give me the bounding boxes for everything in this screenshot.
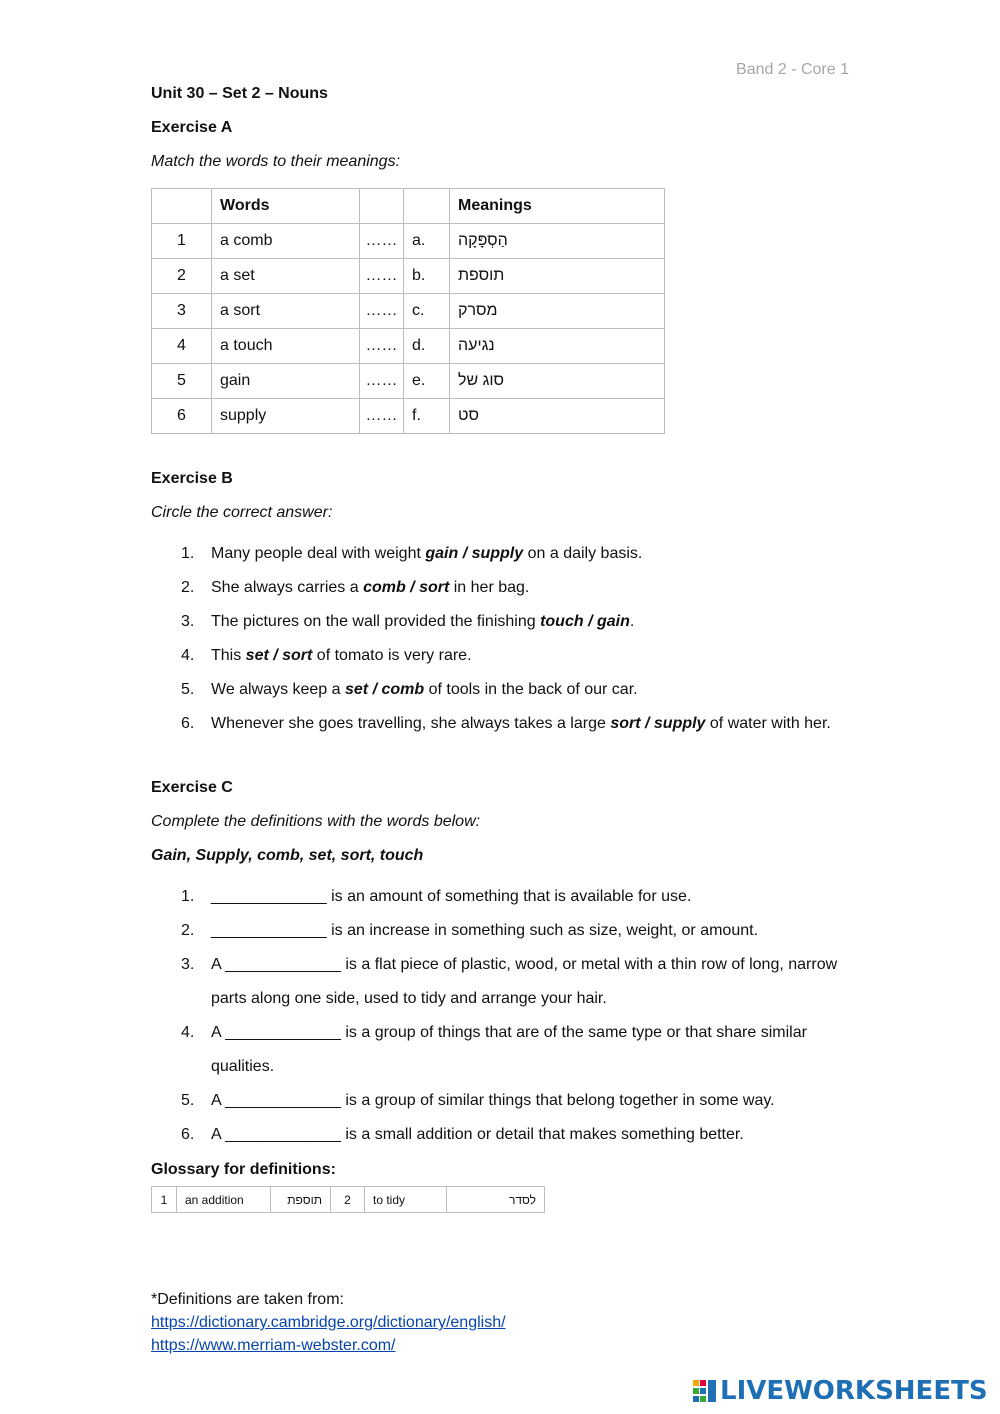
row-word: a sort (212, 294, 360, 329)
item-text (211, 673, 851, 707)
row-number: 2 (152, 259, 212, 294)
item-pre: This (211, 647, 246, 664)
merriam-webster-link[interactable]: https://www.merriam-webster.com/ (151, 1337, 396, 1354)
table-row (152, 259, 665, 294)
row-letter: f. (404, 399, 450, 434)
header-meanings: Meanings (450, 189, 665, 224)
definition-text: A _____________ is a small addition or detail that makes something better. (211, 1126, 744, 1143)
table-row (152, 1187, 545, 1213)
exercise-c-heading: Exercise C (151, 779, 233, 796)
row-number: 1 (152, 224, 212, 259)
row-letter: a. (404, 224, 450, 259)
answer-blank[interactable]: …… (360, 259, 404, 294)
answer-choice[interactable]: touch / gain (540, 613, 630, 630)
glossary-meaning: תוספת (271, 1187, 331, 1213)
answer-choice[interactable]: set / sort (245, 647, 313, 664)
list-item[interactable] (181, 1118, 851, 1152)
exercise-a-instruction: Match the words to their meanings: (151, 153, 401, 170)
matching-table-header (152, 189, 665, 224)
table-row (152, 224, 665, 259)
exercise-c-list (151, 880, 851, 1152)
answer-blank[interactable]: …… (360, 364, 404, 399)
header-dots-cell (360, 189, 404, 224)
liveworksheets-logo (693, 1376, 988, 1406)
list-item (181, 707, 851, 741)
item-pre: Many people deal with weight (211, 545, 426, 562)
exercise-b-list (151, 537, 851, 741)
glossary-word: to tidy (365, 1187, 447, 1213)
item-number: 5. (181, 681, 195, 698)
item-post: on a daily basis. (523, 545, 643, 562)
exercise-a-heading: Exercise A (151, 119, 233, 136)
item-post: of tomato is very rare. (312, 647, 472, 664)
definition-text: _____________ is an increase in something such as size, weight, or amount. (211, 922, 759, 939)
definition-text: A _____________ is a group of similar things that belong together in some way. (211, 1092, 775, 1109)
answer-choice[interactable]: sort / supply (610, 715, 706, 732)
row-word: a comb (212, 224, 360, 259)
item-post: in her bag. (449, 579, 530, 596)
item-number: 6. (181, 715, 195, 732)
glossary-heading: Glossary for definitions: (151, 1161, 336, 1178)
header-num-cell (152, 189, 212, 224)
glossary-table (151, 1186, 545, 1213)
answer-choice[interactable]: gain / supply (425, 545, 524, 562)
liveworksheets-mark-icon (693, 1379, 717, 1403)
row-number: 4 (152, 329, 212, 364)
table-row (152, 294, 665, 329)
list-item (181, 639, 851, 673)
worksheet-title: Unit 30 – Set 2 – Nouns (151, 85, 328, 102)
row-letter: e. (404, 364, 450, 399)
answer-blank[interactable]: …… (360, 399, 404, 434)
row-word: a set (212, 259, 360, 294)
list-item[interactable] (181, 914, 851, 948)
row-word: gain (212, 364, 360, 399)
liveworksheets-wordmark: LIVEWORKSHEETS (720, 1376, 988, 1406)
table-row (152, 399, 665, 434)
row-meaning: תוספת (450, 259, 665, 294)
item-text (211, 707, 851, 741)
row-meaning: הַסְפָּקָה (450, 224, 665, 259)
row-letter: c. (404, 294, 450, 329)
sources-label: *Definitions are taken from: (151, 1291, 344, 1308)
list-item (181, 605, 851, 639)
word-bank: Gain, Supply, comb, set, sort, touch (151, 847, 424, 864)
list-item[interactable] (181, 880, 851, 914)
page-header-band: Band 2 - Core 1 (736, 61, 849, 78)
row-word: a touch (212, 329, 360, 364)
list-item (181, 673, 851, 707)
definition-text: _____________ is an amount of something that is available for use. (211, 888, 692, 905)
row-meaning: סט (450, 399, 665, 434)
header-letter-cell (404, 189, 450, 224)
table-row (152, 329, 665, 364)
row-meaning: סוג של (450, 364, 665, 399)
table-row (152, 364, 665, 399)
item-text (211, 537, 851, 571)
row-letter: b. (404, 259, 450, 294)
cambridge-link[interactable]: https://dictionary.cambridge.org/dictionary/english/ (151, 1314, 506, 1331)
row-number: 5 (152, 364, 212, 399)
item-text (211, 605, 851, 639)
list-item[interactable] (181, 1084, 851, 1118)
item-text (211, 571, 851, 605)
item-number: 4. (181, 647, 195, 664)
exercise-b-heading: Exercise B (151, 470, 233, 487)
row-meaning: מסרק (450, 294, 665, 329)
row-letter: d. (404, 329, 450, 364)
item-number: 6. (181, 1126, 195, 1143)
row-number: 3 (152, 294, 212, 329)
exercise-b-instruction: Circle the correct answer: (151, 504, 333, 521)
row-number: 6 (152, 399, 212, 434)
item-number: 3. (181, 613, 195, 630)
list-item[interactable] (181, 948, 851, 1016)
item-number: 1. (181, 545, 195, 562)
item-number: 2. (181, 922, 195, 939)
matching-table (151, 188, 665, 434)
glossary-num: 2 (331, 1187, 365, 1213)
row-meaning: נגיעה (450, 329, 665, 364)
worksheet (151, 84, 851, 1213)
list-item (181, 537, 851, 571)
item-pre: She always carries a (211, 579, 364, 596)
glossary-meaning: לסדר (447, 1187, 545, 1213)
glossary-word: an addition (177, 1187, 271, 1213)
header-words: Words (212, 189, 360, 224)
item-number: 2. (181, 579, 195, 596)
item-post: of water with her. (705, 715, 831, 732)
item-pre: The pictures on the wall provided the finishing (211, 613, 541, 630)
glossary-num: 1 (152, 1187, 177, 1213)
answer-blank[interactable]: …… (360, 329, 404, 364)
answer-blank[interactable]: …… (360, 294, 404, 329)
definition-sources (151, 1288, 506, 1357)
item-number: 1. (181, 888, 195, 905)
item-number: 5. (181, 1092, 195, 1109)
item-text (211, 639, 851, 673)
answer-choice[interactable]: set / comb (345, 681, 425, 698)
item-number: 3. (181, 956, 195, 973)
definition-text: A _____________ is a group of things that are of the same type or that share similar qualities. (211, 1024, 807, 1075)
item-pre: We always keep a (211, 681, 345, 698)
definition-text: A _____________ is a flat piece of plastic, wood, or metal with a thin row of long, narrow parts along one side, used to tidy and arrange your hair. (211, 956, 838, 1007)
exercise-c-instruction: Complete the definitions with the words below: (151, 813, 481, 830)
item-pre: Whenever she goes travelling, she always takes a large (211, 715, 611, 732)
list-item (181, 571, 851, 605)
item-post: of tools in the back of our car. (424, 681, 638, 698)
item-post: . (629, 613, 635, 630)
item-number: 4. (181, 1024, 195, 1041)
answer-choice[interactable]: comb / sort (363, 579, 450, 596)
list-item[interactable] (181, 1016, 851, 1084)
answer-blank[interactable]: …… (360, 224, 404, 259)
row-word: supply (212, 399, 360, 434)
